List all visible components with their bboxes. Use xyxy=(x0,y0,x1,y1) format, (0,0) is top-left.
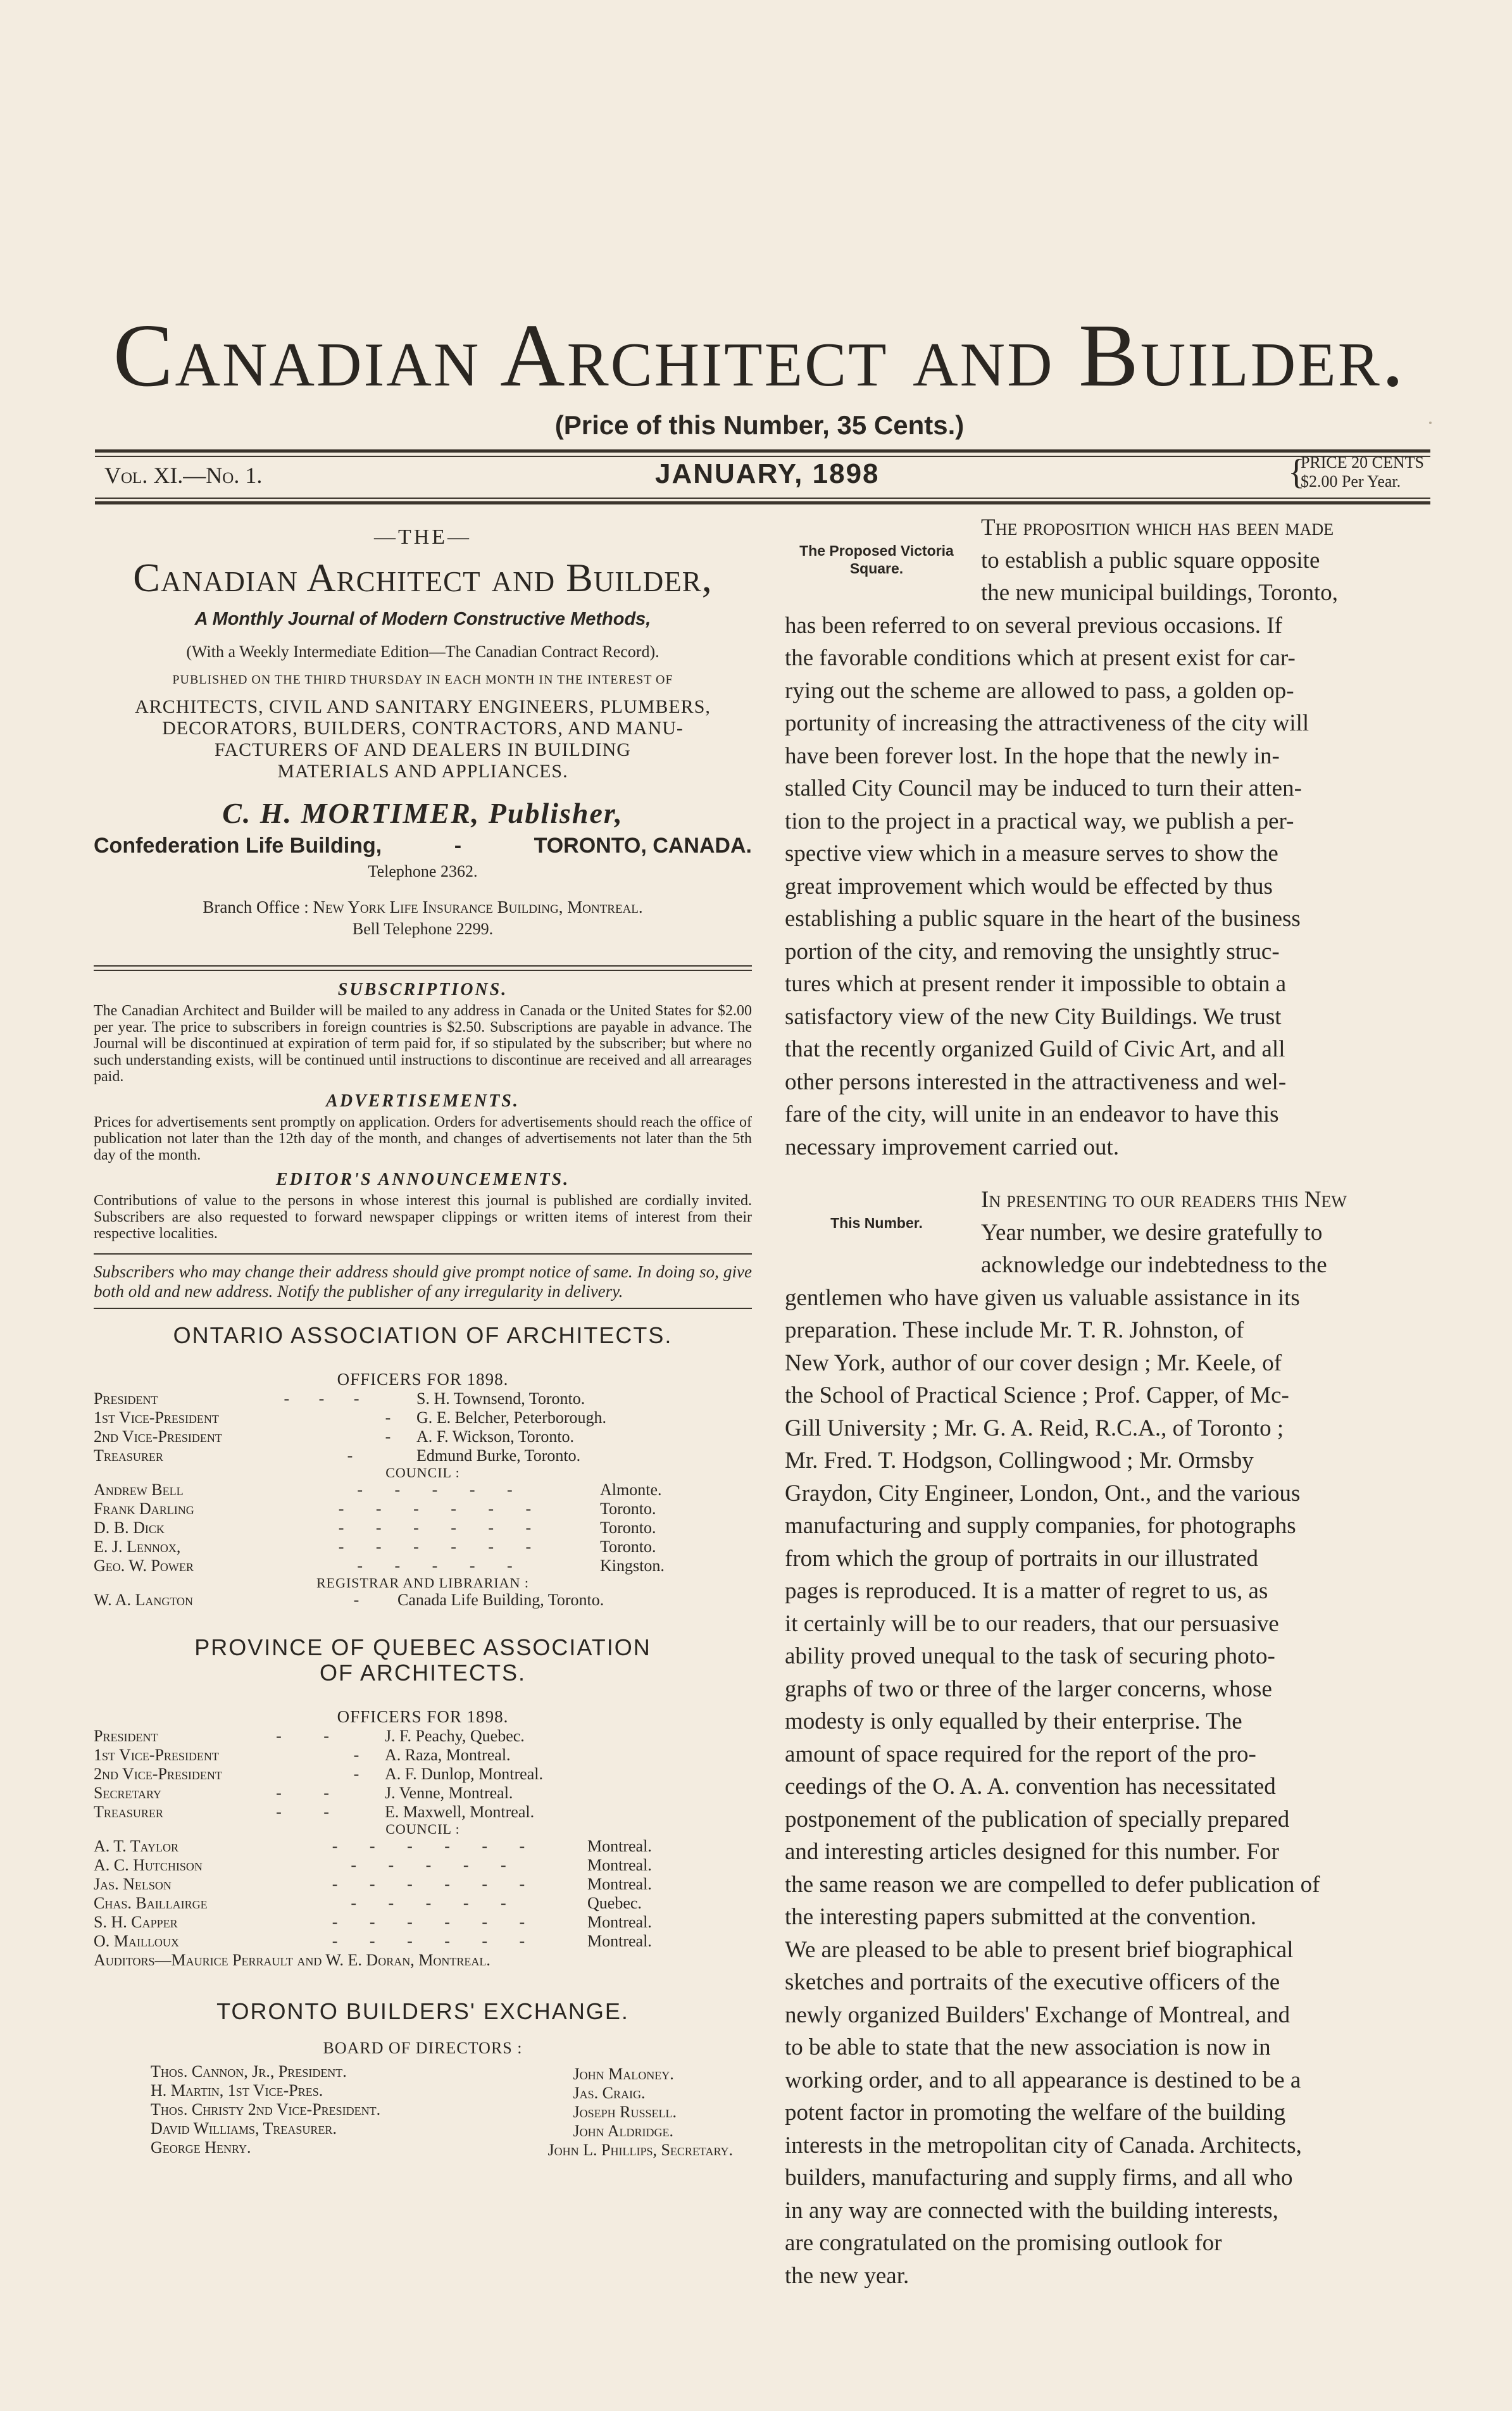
article-line: have been forever lost. In the hope that the newly in- xyxy=(785,742,1280,769)
article-line: graphs of two or three of the larger concerns, whose xyxy=(785,1675,1272,1702)
council-name: D. B. Dick xyxy=(94,1519,165,1537)
council-row xyxy=(94,1856,752,1875)
council-city: Montreal. xyxy=(587,1875,652,1894)
council-row xyxy=(94,1556,752,1575)
officer-role: Secretary xyxy=(94,1784,162,1803)
officer-value: A. Raza, Montreal. xyxy=(385,1746,511,1765)
quebec-heading xyxy=(94,1635,752,1686)
masthead xyxy=(95,305,1424,441)
article-line: sketches and portraits of the executive officers of the xyxy=(785,1969,1280,1995)
council-city: Toronto. xyxy=(600,1537,656,1556)
council-name: Geo. W. Power xyxy=(94,1556,194,1575)
article-line: stalled City Council may be induced to turn their atten- xyxy=(785,775,1302,801)
article-line: to establish a public square opposite xyxy=(981,547,1320,573)
article-line: In presenting to our readers this New xyxy=(981,1187,1347,1213)
officer-row xyxy=(94,1746,752,1765)
council-name: Andrew Bell xyxy=(94,1481,184,1500)
article1-body xyxy=(785,511,1442,1163)
council-city: Montreal. xyxy=(587,1932,652,1951)
branch-address: New York Life Insurance Building, Montreal. xyxy=(313,898,643,917)
council-city: Toronto. xyxy=(600,1500,656,1519)
journal-subtitle: A Monthly Journal of Modern Constructive Methods, xyxy=(194,609,651,630)
article-line: the favorable conditions which at present exist for car- xyxy=(785,645,1296,671)
leader-dots: - - - - - - xyxy=(338,1537,546,1556)
council-city: Quebec. xyxy=(587,1894,642,1913)
toronto-board xyxy=(94,2062,752,2160)
toronto-heading: TORONTO BUILDERS' EXCHANGE. xyxy=(216,1998,629,2025)
officer-role: Treasurer xyxy=(94,1803,163,1822)
the-label: —THE— xyxy=(373,525,472,549)
interest-line: FACTURERS OF AND DEALERS IN BUILDING xyxy=(215,739,631,761)
article-line: necessary improvement carried out. xyxy=(785,1134,1120,1160)
board-member: Thos. Cannon, Jr., President. xyxy=(151,2062,347,2081)
left-column xyxy=(94,525,752,2160)
leader-dots: - - - - - xyxy=(351,1856,520,1875)
council-city: Montreal. xyxy=(587,1856,652,1875)
article-line: other persons interested in the attractiveness and wel- xyxy=(785,1068,1287,1095)
interest-line: MATERIALS AND APPLIANCES. xyxy=(277,761,568,782)
council-name: O. Mailloux xyxy=(94,1932,179,1951)
article-line: the interesting papers submitted at the convention. xyxy=(785,1904,1256,1930)
masthead-rule-bottom-thin xyxy=(95,498,1430,499)
article-line: the new year. xyxy=(785,2262,909,2289)
quebec-council-label: COUNCIL : xyxy=(385,1821,460,1838)
officer-role: Treasurer xyxy=(94,1446,163,1465)
subscriptions-heading: SUBSCRIPTIONS. xyxy=(337,980,508,1000)
article-line: it certainly will be to our readers, that our persuasive xyxy=(785,1610,1279,1637)
advertisements-heading: ADVERTISEMENTS. xyxy=(326,1091,520,1112)
leader-dots: - - xyxy=(276,1727,348,1746)
article-line: Graydon, City Engineer, London, Ont., and the various xyxy=(785,1480,1301,1506)
article-line: great improvement which would be effected by thus xyxy=(785,873,1273,899)
council-city: Montreal. xyxy=(587,1913,652,1932)
officer-role: President xyxy=(94,1389,158,1408)
article-line: in any way are connected with the building interests, xyxy=(785,2197,1278,2224)
article-line: the same reason we are compelled to defer publication of xyxy=(785,1871,1320,1898)
article-line: that the recently organized Guild of Civic Art, and all xyxy=(785,1036,1285,1062)
ontario-officers xyxy=(94,1389,752,1465)
quebec-council xyxy=(94,1837,752,1951)
article-line: satisfactory view of the new City Buildings. We trust xyxy=(785,1003,1282,1030)
masthead-title: Canadian Architect and Builder. xyxy=(113,305,1406,405)
article-line: preparation. These include Mr. T. R. Johnston, of xyxy=(785,1317,1244,1343)
article-line: The proposition which has been made xyxy=(981,515,1334,541)
article-line: gentlemen who have given us valuable assistance in its xyxy=(785,1284,1300,1311)
subscriptions-text: The Canadian Architect and Builder will be mailed to any address in Canada or the United States for $2.00 per year. The price to subscribers in foreign countries is $2.50. Subscriptions are payable in advance. The Journal will be discontinued at expiration of term paid for, if so stipulated by the subscriber; but where no such understanding exists, will be continued until instructions to discontinue are received and all arrearages paid. xyxy=(94,1003,752,1086)
officer-role: 1st Vice-President xyxy=(94,1746,219,1765)
officer-value: A. F. Wickson, Toronto. xyxy=(416,1427,575,1446)
article-line: Mr. Fred. T. Hodgson, Collingwood ; Mr. Ormsby xyxy=(785,1448,1254,1474)
officer-row xyxy=(94,1446,752,1465)
officer-value: S. H. Townsend, Toronto. xyxy=(416,1389,585,1408)
leader-dots: - - - - - - xyxy=(338,1500,546,1519)
price-line-1: PRICE 20 CENTS xyxy=(1300,453,1424,472)
board-member: Jas. Craig. xyxy=(573,2084,646,2103)
council-name: A. C. Hutchison xyxy=(94,1856,203,1875)
ontario-registrar-label: REGISTRAR AND LIBRARIAN : xyxy=(316,1575,530,1591)
article-line: the School of Practical Science ; Prof. Capper, of Mc- xyxy=(785,1382,1289,1408)
officer-row xyxy=(94,1803,752,1822)
board-member: John L. Phillips, Secretary. xyxy=(547,2141,733,2160)
council-row xyxy=(94,1932,752,1951)
leader-dots: - - - xyxy=(284,1389,372,1408)
leader-dots: - - xyxy=(276,1784,348,1803)
council-city: Toronto. xyxy=(600,1519,656,1537)
article-line: We are pleased to be able to present brief biographical xyxy=(785,1936,1294,1963)
quebec-auditors: Auditors—Maurice Perrault and W. E. Doran, Montreal. xyxy=(94,1951,490,1970)
article-line: newly organized Builders' Exchange of Montreal, and xyxy=(785,2001,1290,2028)
board-member: David Williams, Treasurer. xyxy=(151,2119,337,2138)
council-name: Chas. Baillairge xyxy=(94,1894,208,1913)
leader-dots: - - - - - xyxy=(351,1894,520,1913)
council-city: Montreal. xyxy=(587,1837,652,1856)
journal-edition: (With a Weekly Intermediate Edition—The Canadian Contract Record). xyxy=(186,642,659,661)
article-line: potent factor in promoting the welfare of the building xyxy=(785,2100,1286,2126)
branch-office xyxy=(94,898,752,917)
officer-role: 2nd Vice-President xyxy=(94,1427,222,1446)
office-city: TORONTO, CANADA. xyxy=(534,834,752,858)
article-line: portion of the city, and removing the unsightly struc- xyxy=(785,938,1280,965)
publisher-name: C. H. MORTIMER, Publisher, xyxy=(222,797,623,830)
price-line-2: $2.00 Per Year. xyxy=(1300,472,1401,491)
article-line: the new municipal buildings, Toronto, xyxy=(981,580,1338,606)
officer-row xyxy=(94,1727,752,1746)
journal-interest-list xyxy=(94,696,752,782)
officer-row xyxy=(94,1765,752,1784)
council-name: Frank Darling xyxy=(94,1500,194,1519)
article-line: ability proved unequal to the task of securing photo- xyxy=(785,1643,1275,1669)
officer-role: 1st Vice-President xyxy=(94,1408,219,1427)
ontario-council-label: COUNCIL : xyxy=(385,1465,460,1481)
article-line: builders, manufacturing and supply firms, and all who xyxy=(785,2165,1293,2191)
registrar-row xyxy=(94,1591,752,1610)
leader-dots: - - - - - - xyxy=(338,1519,546,1537)
officer-row xyxy=(94,1427,752,1446)
council-row xyxy=(94,1481,752,1500)
article-line: modesty is only equalled by their enterprise. The xyxy=(785,1708,1242,1734)
officer-value: J. F. Peachy, Quebec. xyxy=(385,1727,525,1746)
council-row xyxy=(94,1519,752,1537)
board-left-column xyxy=(151,2062,380,2160)
council-row xyxy=(94,1537,752,1556)
article-line: tures which at present render it impossible to obtain a xyxy=(785,971,1287,997)
office-building: Confederation Life Building, xyxy=(94,834,382,858)
ontario-council xyxy=(94,1481,752,1575)
bell-telephone: Bell Telephone 2299. xyxy=(352,920,494,939)
article-line: acknowledge our indebtedness to the xyxy=(981,1252,1327,1278)
registrar-name: W. A. Langton xyxy=(94,1591,194,1610)
brace-glyph: { xyxy=(1287,453,1305,492)
article2-side-label: This Number. xyxy=(830,1215,923,1231)
leader-dots: - xyxy=(385,1408,391,1427)
article-line: to be able to state that the new association is now in xyxy=(785,2034,1271,2060)
paper-mark xyxy=(1429,422,1432,424)
toronto-board-label: BOARD OF DIRECTORS : xyxy=(323,2039,523,2058)
quebec-heading-line-1: PROVINCE OF QUEBEC ASSOCIATION xyxy=(194,1634,651,1661)
council-row xyxy=(94,1500,752,1519)
council-city: Almonte. xyxy=(600,1481,662,1500)
board-member: Joseph Russell. xyxy=(573,2103,677,2122)
council-name: S. H. Capper xyxy=(94,1913,178,1932)
board-member: Thos. Christy 2nd Vice-President. xyxy=(151,2100,381,2119)
officer-row xyxy=(94,1389,752,1408)
office-dash: - xyxy=(454,834,462,858)
ontario-registrar xyxy=(94,1591,752,1610)
masthead-rule-top-thin xyxy=(95,456,1430,457)
council-row xyxy=(94,1894,752,1913)
article2-body xyxy=(785,1184,1442,2292)
ontario-heading: ONTARIO ASSOCIATION OF ARCHITECTS. xyxy=(173,1322,673,1349)
price-box xyxy=(1287,453,1424,492)
leader-dots: - xyxy=(353,1765,359,1784)
article-line: has been referred to on several previous occasions. If xyxy=(785,612,1282,639)
leader-dots: - xyxy=(385,1427,391,1446)
masthead-rule-bottom xyxy=(95,501,1430,504)
masthead-rule-top xyxy=(95,449,1430,453)
article-line: interests in the metropolitan city of Canada. Architects, xyxy=(785,2132,1302,2158)
issue-date: JANUARY, 1898 xyxy=(655,458,880,489)
article-line: are congratulated on the promising outlook for xyxy=(785,2230,1222,2256)
council-name: A. T. Taylor xyxy=(94,1837,179,1856)
quebec-officers xyxy=(94,1727,752,1822)
notice-divider-bottom xyxy=(94,1308,752,1309)
officer-value: J. Venne, Montreal. xyxy=(385,1784,513,1803)
article-line: ceedings of the O. A. A. convention has necessitated xyxy=(785,1774,1276,1800)
editors-heading: EDITOR'S ANNOUNCEMENTS. xyxy=(275,1170,570,1190)
officer-value: E. Maxwell, Montreal. xyxy=(385,1803,535,1822)
ontario-officers-label: OFFICERS FOR 1898. xyxy=(337,1370,509,1389)
branch-label: Branch Office : xyxy=(203,898,309,917)
editors-text: Contributions of value to the persons in whose interest this journal is published are cordially invited. Subscribers are also requested to forward newspaper clippings or written items of interest from their respective localities. xyxy=(94,1193,752,1243)
article-line: fare of the city, will unite in an endeavor to have this xyxy=(785,1101,1279,1127)
officer-value: G. E. Belcher, Peterborough. xyxy=(416,1408,607,1427)
article-line: from which the group of portraits in our illustrated xyxy=(785,1545,1259,1572)
leader-dots: - - - - - xyxy=(357,1481,527,1500)
officer-value: A. F. Dunlop, Montreal. xyxy=(385,1765,543,1784)
article1-side-label: The Proposed Victoria Square. xyxy=(799,542,954,577)
article-line: amount of space required for the report of the pro- xyxy=(785,1741,1256,1767)
board-right-column xyxy=(548,2062,733,2160)
masthead-price-note: (Price of this Number, 35 Cents.) xyxy=(554,410,965,440)
article-line: portunity of increasing the attractiveness of the city will xyxy=(785,710,1309,736)
registrar-address: Canada Life Building, Toronto. xyxy=(397,1591,604,1610)
article-line: tion to the project in a practical way, we publish a per- xyxy=(785,808,1294,834)
officer-role: President xyxy=(94,1727,158,1746)
article-line: postponement of the publication of specially prepared xyxy=(785,1806,1290,1832)
council-name: Jas. Nelson xyxy=(94,1875,172,1894)
board-member: H. Martin, 1st Vice-Pres. xyxy=(151,2081,323,2100)
leader-dots: - - - - - - xyxy=(332,1913,539,1932)
leader-dots: - xyxy=(353,1746,359,1765)
board-member: John Maloney. xyxy=(573,2065,674,2084)
article-line: rying out the scheme are allowed to pass, a golden op- xyxy=(785,677,1294,704)
officer-value: Edmund Burke, Toronto. xyxy=(416,1446,581,1465)
board-member: John Aldridge. xyxy=(573,2122,673,2141)
article-line: establishing a public square in the heart of the business xyxy=(785,906,1301,932)
council-row xyxy=(94,1913,752,1932)
leader-dots: - - - - - - xyxy=(332,1932,539,1951)
article-line: and interesting articles designed for this number. For xyxy=(785,1839,1279,1865)
interest-line: DECORATORS, BUILDERS, CONTRACTORS, AND MANU- xyxy=(162,718,684,739)
article-line: New York, author of our cover design ; Mr. Keele, of xyxy=(785,1350,1282,1376)
journal-published: PUBLISHED ON THE THIRD THURSDAY IN EACH MONTH IN THE INTEREST OF xyxy=(172,673,673,687)
advertisements-text: Prices for advertisements sent promptly on application. Orders for advertisements should reach the office of publication not later than the 12th day of the month, and changes of advertisements not later than the 5th day of the month. xyxy=(94,1114,752,1164)
officer-role: 2nd Vice-President xyxy=(94,1765,222,1784)
volume-number: Vol. XI.—No. 1. xyxy=(104,463,263,488)
leader-dots: - - xyxy=(276,1803,348,1822)
council-row xyxy=(94,1875,752,1894)
notice-divider xyxy=(94,1253,752,1255)
quebec-heading-line-2: OF ARCHITECTS. xyxy=(319,1660,527,1686)
article-line: working order, and to all appearance is destined to be a xyxy=(785,2067,1301,2093)
issue-row xyxy=(104,453,1430,496)
leader-dots: - - - - - - xyxy=(332,1837,539,1856)
board-member: George Henry. xyxy=(151,2138,251,2157)
officer-row xyxy=(94,1408,752,1427)
council-city: Kingston. xyxy=(600,1556,665,1575)
section-divider xyxy=(94,965,752,971)
council-name: E. J. Lennox, xyxy=(94,1537,181,1556)
leader-dots: - xyxy=(353,1591,359,1610)
leader-dots: - - - - - - xyxy=(332,1875,539,1894)
quebec-officers-label: OFFICERS FOR 1898. xyxy=(337,1707,509,1727)
notice-text: Subscribers who may change their address should give prompt notice of same. In doing so, give both old and new address. Notify the publisher of any irregularity in delivery. xyxy=(94,1262,752,1301)
council-row xyxy=(94,1837,752,1856)
officer-row xyxy=(94,1784,752,1803)
telephone: Telephone 2362. xyxy=(368,862,478,881)
office-line xyxy=(94,834,752,858)
article-line: spective view which in a measure serves to show the xyxy=(785,841,1278,867)
journal-title: Canadian Architect and Builder, xyxy=(133,555,713,600)
article-line: Year number, we desire gratefully to xyxy=(981,1219,1323,1246)
article-line: Gill University ; Mr. G. A. Reid, R.C.A., of Toronto ; xyxy=(785,1415,1284,1441)
article-line: manufacturing and supply companies, for photographs xyxy=(785,1513,1296,1539)
article-line: pages is reproduced. It is a matter of regret to us, as xyxy=(785,1578,1268,1604)
leader-dots: - - - - - xyxy=(357,1556,527,1575)
leader-dots: - xyxy=(347,1446,353,1465)
interest-line: ARCHITECTS, CIVIL AND SANITARY ENGINEERS, PLUMBERS, xyxy=(135,696,711,718)
